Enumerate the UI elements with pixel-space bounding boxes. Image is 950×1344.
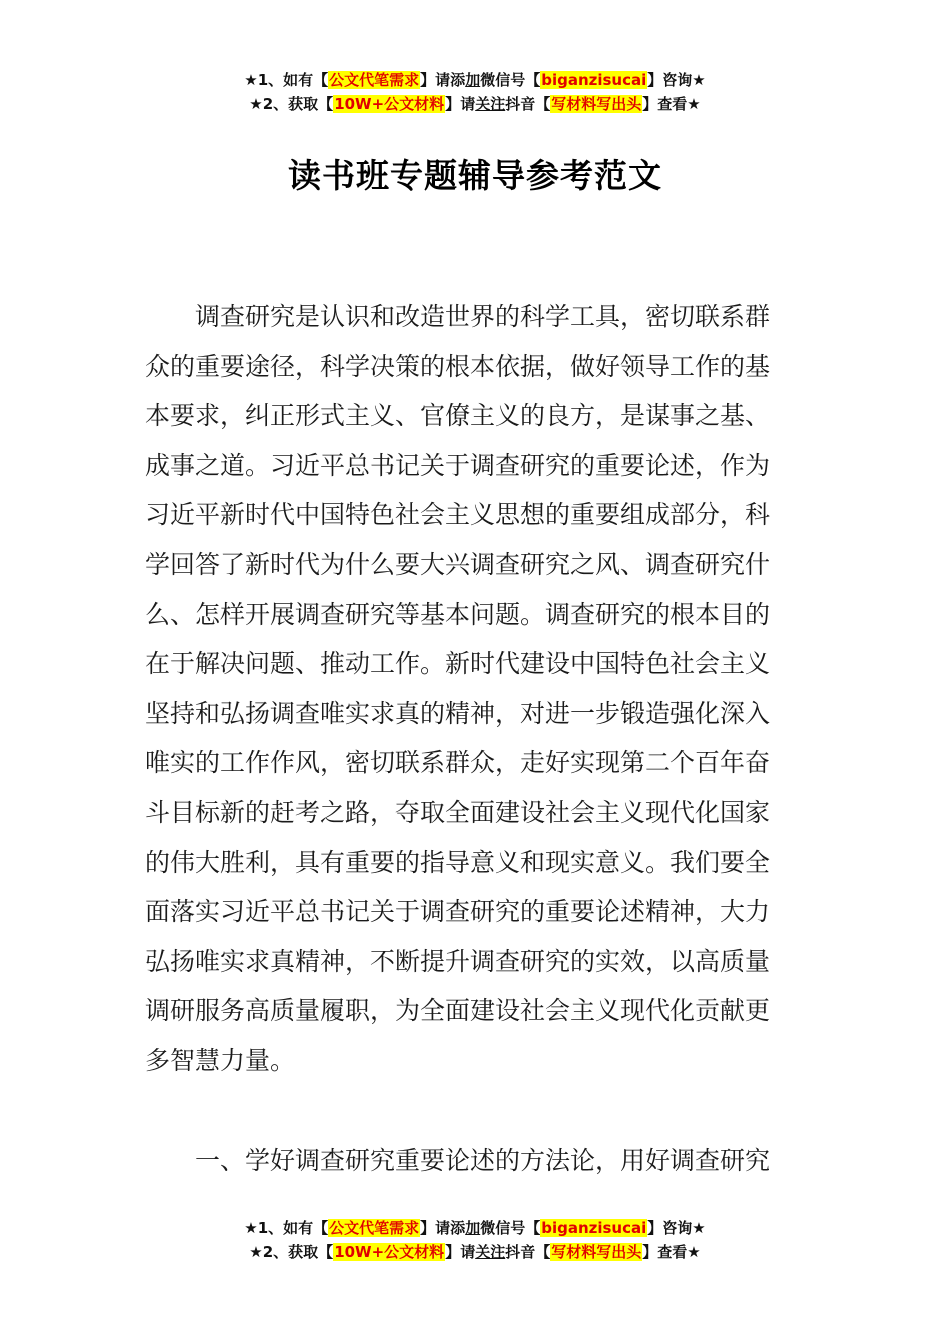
promo-line-1 — [0, 1216, 950, 1240]
promo-text: 】请 — [445, 1243, 476, 1261]
paragraph-line: 学回答了新时代为什么要大兴调查研究之风、调查研究什 — [145, 549, 771, 579]
promo-text: 】请 — [445, 95, 476, 113]
promo-text: 微信号【 — [480, 1219, 541, 1237]
paragraph-line: 成事之道。习近平总书记关于调查研究的重要论述，作为 — [145, 450, 771, 480]
paragraph-line: 坚持和弘扬调查唯实求真的精神，对进一步锻造强化深入 — [145, 698, 771, 728]
promo-line-1 — [0, 68, 950, 92]
promo-underlined-text: 关注 — [475, 1243, 506, 1261]
section-heading: 一、学好调查研究重要论述的方法论，用好调查研究 — [195, 1146, 771, 1175]
promo-text: 】请添 — [420, 71, 466, 89]
paragraph-line: 习近平新时代中国特色社会主义思想的重要组成部分，科 — [145, 500, 771, 530]
promo-highlight-materials: 10W+公文材料 — [334, 95, 445, 113]
promo-text: 】咨询★ — [647, 71, 706, 89]
promo-line-2 — [0, 1240, 950, 1264]
promo-text: 抖音【 — [505, 1243, 551, 1261]
promo-highlight-service: 公文代笔需求 — [329, 1219, 420, 1237]
top-promo-banner — [0, 68, 950, 116]
promo-underlined-text: 加 — [465, 1219, 481, 1237]
paragraph-line: 在于解决问题、推动工作。新时代建设中国特色社会主义 — [145, 649, 771, 679]
paragraph-line: 的伟大胜利，具有重要的指导意义和现实意义。我们要全 — [145, 847, 771, 877]
bottom-promo-banner — [0, 1216, 950, 1264]
promo-text: 】咨询★ — [647, 1219, 706, 1237]
promo-underlined-text: 加 — [465, 71, 481, 89]
paragraph-line: 本要求，纠正形式主义、官僚主义的良方，是谋事之基、 — [145, 401, 771, 431]
promo-highlight-douyin-account: 写材料写出头 — [551, 95, 642, 113]
paragraph-line: 面落实习近平总书记关于调查研究的重要论述精神，大力 — [145, 897, 771, 927]
paragraph-line: 弘扬唯实求真精神，不断提升调查研究的实效，以高质量 — [145, 946, 771, 976]
promo-text: 微信号【 — [480, 71, 541, 89]
promo-highlight-service: 公文代笔需求 — [329, 71, 420, 89]
promo-line-2 — [0, 92, 950, 116]
promo-highlight-douyin-account: 写材料写出头 — [551, 1243, 642, 1261]
paragraph-line: 调研服务高质量履职，为全面建设社会主义现代化贡献更 — [145, 996, 771, 1026]
paragraph-line: 众的重要途径，科学决策的根本依据，做好领导工作的基 — [145, 351, 771, 381]
document-title: 读书班专题辅导参考范文 — [288, 156, 662, 195]
promo-text: ★2、获取【 — [249, 95, 334, 113]
paragraph-line: 斗目标新的赶考之路，夺取全面建设社会主义现代化国家 — [145, 797, 771, 827]
promo-text: 】查看★ — [642, 95, 701, 113]
promo-text: ★2、获取【 — [249, 1243, 334, 1261]
promo-text: 】请添 — [420, 1219, 466, 1237]
paragraph-line: 调查研究是认识和改造世界的科学工具，密切联系群 — [145, 302, 771, 331]
promo-underlined-text: 关注 — [475, 95, 506, 113]
paragraph-line: 么、怎样开展调查研究等基本问题。调查研究的根本目的 — [145, 599, 771, 629]
paragraph-line: 唯实的工作作风，密切联系群众，走好实现第二个百年奋 — [145, 748, 771, 778]
promo-highlight-materials: 10W+公文材料 — [334, 1243, 445, 1261]
promo-highlight-wechat-id: biganzisucai — [541, 1219, 647, 1237]
intro-paragraph — [145, 292, 807, 1086]
promo-text: 】查看★ — [642, 1243, 701, 1261]
promo-highlight-wechat-id: biganzisucai — [541, 71, 647, 89]
promo-text: ★1、如有【 — [244, 71, 329, 89]
promo-text: ★1、如有【 — [244, 1219, 329, 1237]
promo-text: 抖音【 — [505, 95, 551, 113]
paragraph-line: 多智慧力量。 — [145, 1045, 296, 1075]
